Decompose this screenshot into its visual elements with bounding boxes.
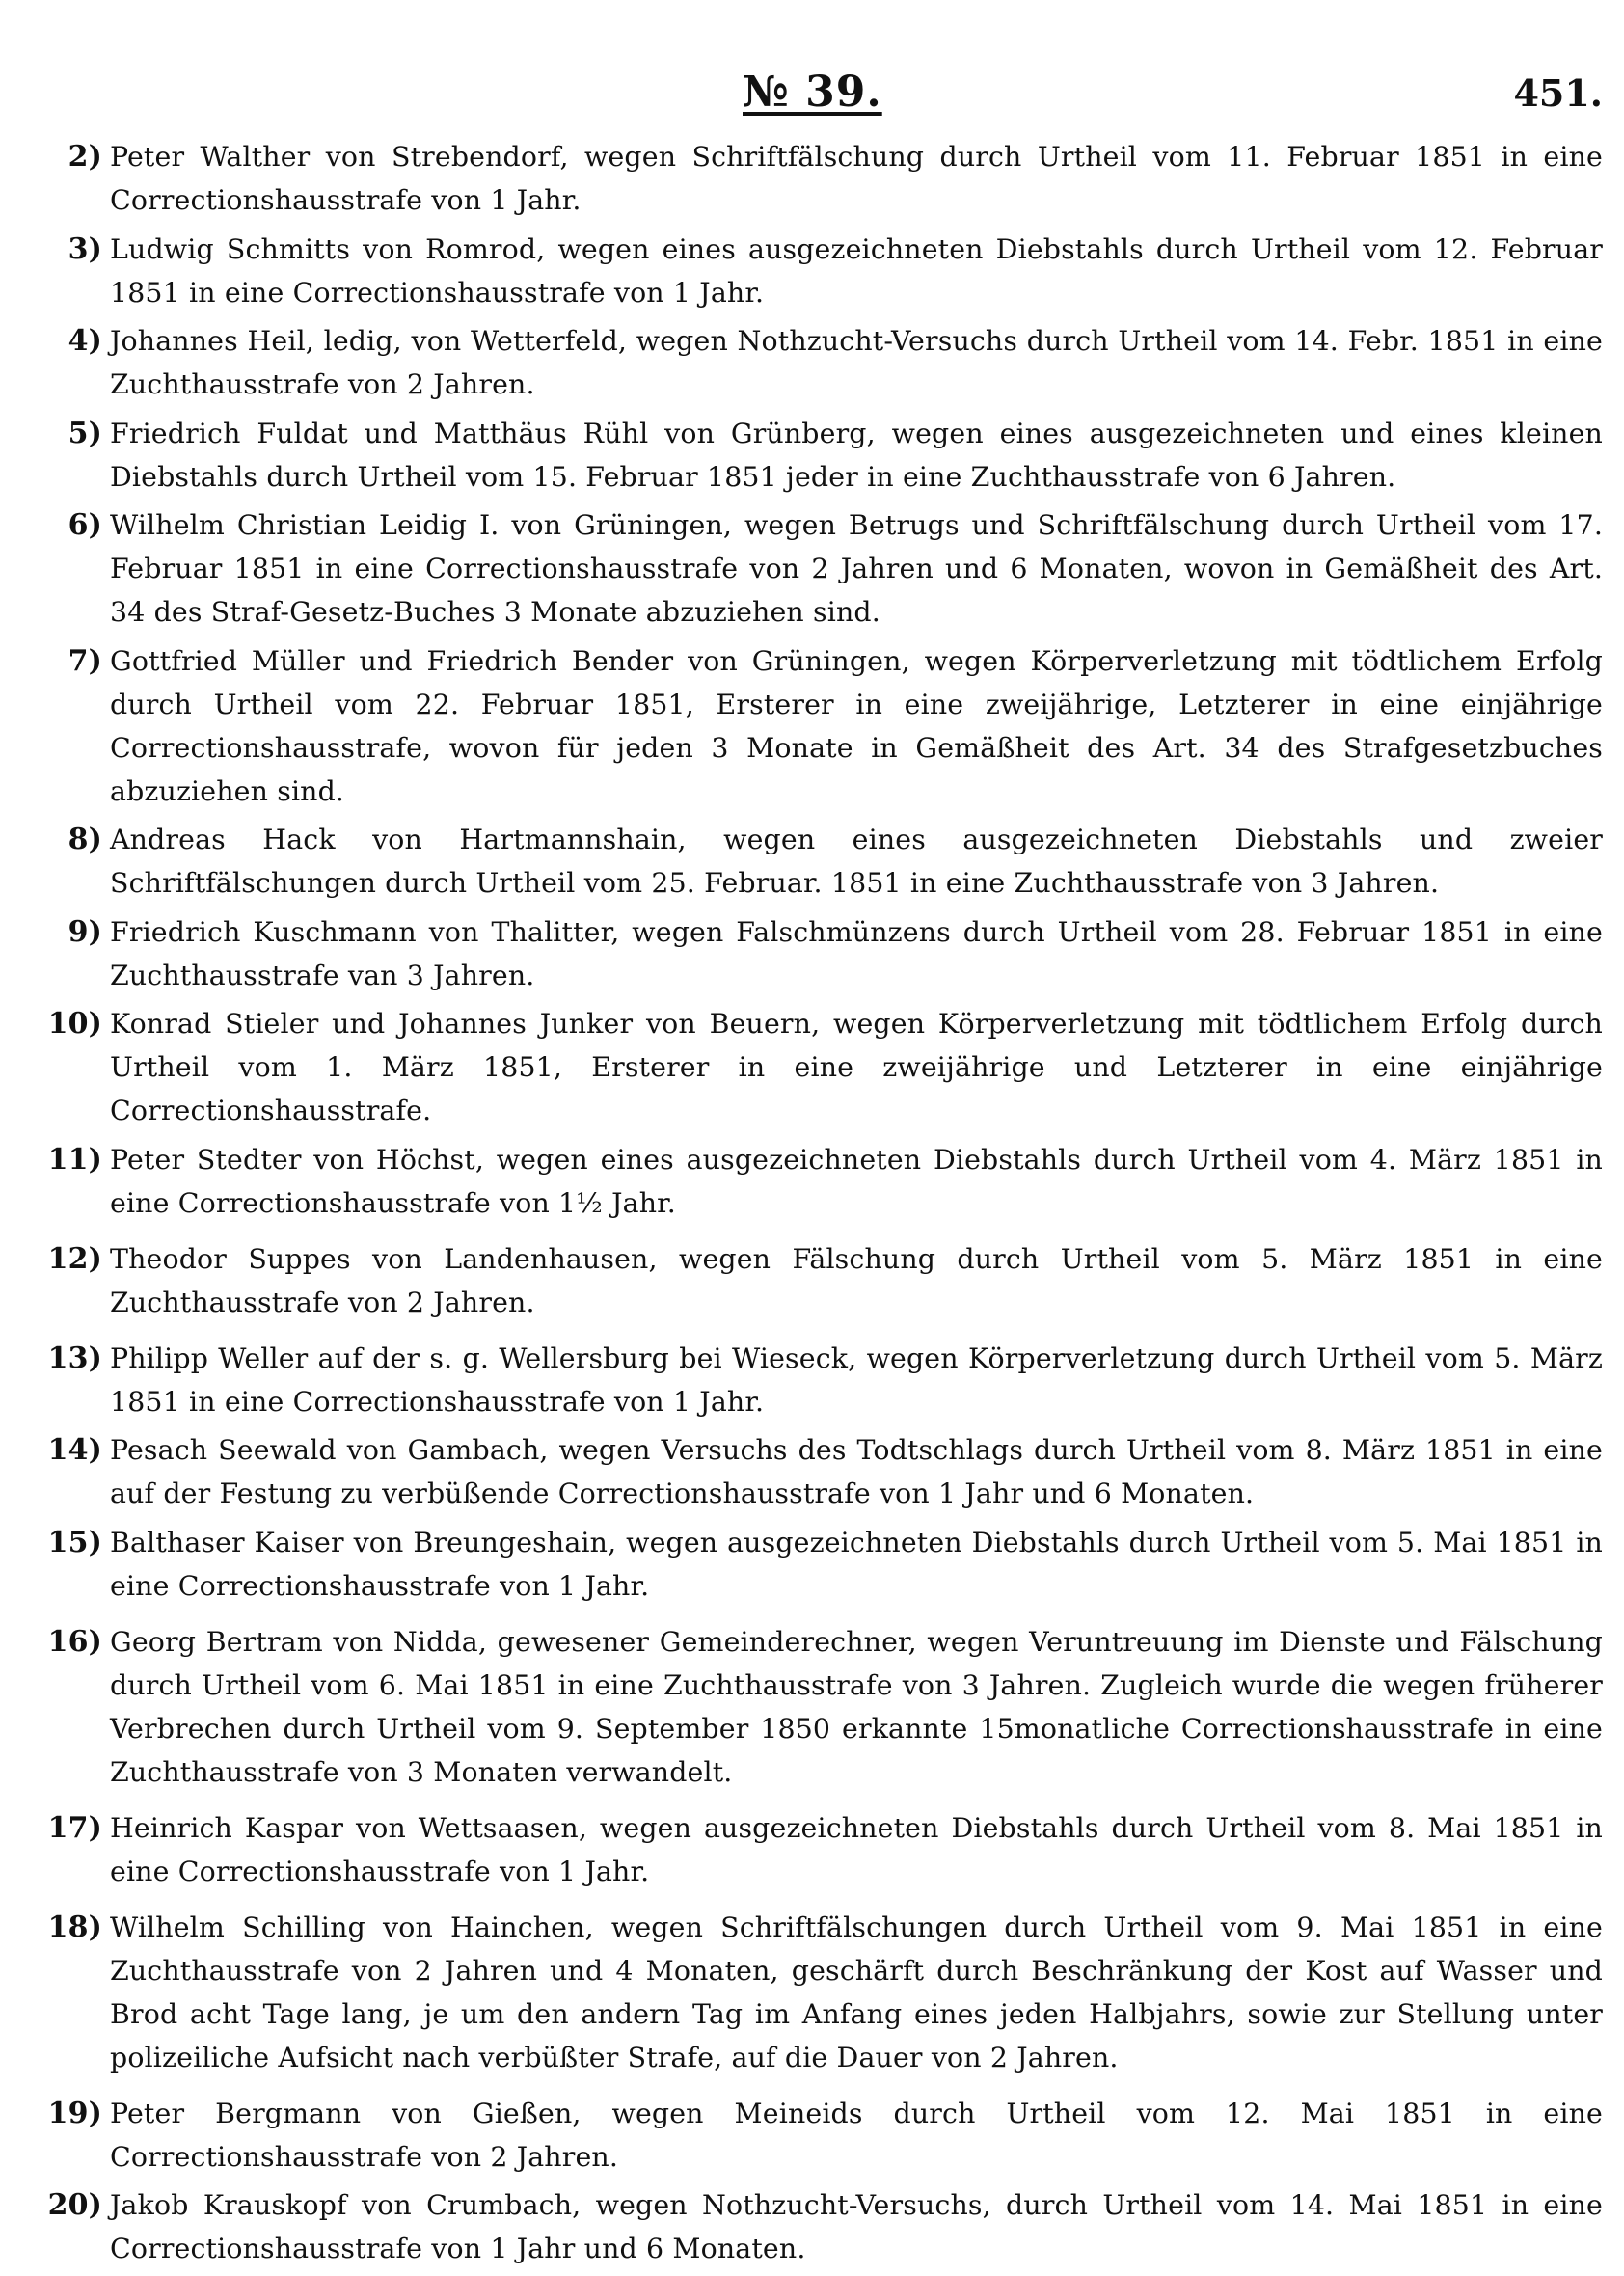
- entry-text: Balthaser Kaiser von Breungeshain, wegen ausgezeichneten Diebstahls durch Urtheil vom 5. Mai 1851 in eine Correctionshausstrafe von 1 Jahr.: [110, 1526, 1603, 1602]
- entry-text: Peter Bergmann von Gießen, wegen Meineids durch Urtheil vom 12. Mai 1851 in eine Correctionshausstrafe von 2 Jahren.: [110, 2097, 1603, 2173]
- entry-text: Wilhelm Christian Leidig I. von Grüningen, wegen Betrugs und Schriftfälschung durch Urtheil vom 17. Februar 1851 in eine Correctionshausstrafe von 2 Jahren und 6 Monaten, wovon in Gemäßheit des Art. 34 des Straf-Gesetz-Buches 3 Monate abzuziehen sind.: [110, 509, 1603, 628]
- entry-text: Theodor Suppes von Landenhausen, wegen Fälschung durch Urtheil vom 5. März 1851 in eine Zuchthausstrafe von 2 Jahren.: [110, 1242, 1603, 1318]
- entry-text: Georg Bertram von Nidda, gewesener Gemeinderechner, wegen Veruntreuung im Dienste und Fälschung durch Urtheil vom 6. Mai 1851 in eine Zuchthausstrafe von 3 Jahren. Zugleich wurde die wegen früherer Verbrechen durch Urtheil vom 9. September 1850 erkannte 15monatliche Correctionshausstrafe in eine Zuchthausstrafe von 3 Monaten verwandelt.: [110, 1625, 1603, 1788]
- entry-number: 19): [47, 2096, 102, 2130]
- entry-text: Philipp Weller auf der s. g. Wellersburg bei Wieseck, wegen Körperverletzung durch Urtheil vom 5. März 1851 in eine Correctionshausstrafe von 1 Jahr.: [110, 1341, 1603, 1418]
- entry-text: Johannes Heil, ledig, von Wetterfeld, wegen Nothzucht-Versuchs durch Urtheil vom 14. Febr. 1851 in eine Zuchthausstrafe von 2 Jahren.: [110, 325, 1603, 400]
- entry-number: 13): [47, 1341, 102, 1375]
- entry-number: 9): [68, 914, 102, 949]
- entry-number: 17): [47, 1810, 102, 1845]
- list-item: [25, 1906, 1603, 2079]
- entry-text: Peter Stedter von Höchst, wegen eines ausgezeichneten Diebstahls durch Urtheil vom 4. März 1851 in eine Correctionshausstrafe von 1½ Jahr.: [110, 1143, 1603, 1219]
- entry-text: Wilhelm Schilling von Hainchen, wegen Schriftfälschungen durch Urtheil vom 9. Mai 1851 in eine Zuchthausstrafe von 2 Jahren und 4 Monaten, geschärft durch Beschränkung der Kost auf Wasser und Brod acht Tage lang, je um den andern Tag im Anfang eines jeden Halbjahrs, sowie zur Stellung unter polizeiliche Aufsicht nach verbüßter Strafe, auf die Dauer von 2 Jahren.: [110, 1910, 1603, 2073]
- entry-text: Friedrich Kuschmann von Thalitter, wegen Falschmünzens durch Urtheil vom 28. Februar 1851 in eine Zuchthausstrafe van 3 Jahren.: [110, 915, 1603, 991]
- list-item: [25, 1428, 1603, 1515]
- entry-number: 6): [68, 508, 102, 542]
- entry-number: 16): [47, 1624, 102, 1659]
- entry-list: [25, 135, 1603, 2276]
- issue-number: № 39.: [743, 68, 882, 117]
- list-item: [25, 412, 1603, 499]
- entry-text: Ludwig Schmitts von Romrod, wegen eines ausgezeichneten Diebstahls durch Urtheil vom 12. Februar 1851 in eine Correctionshausstrafe von 1 Jahr.: [110, 232, 1603, 309]
- entry-number: 20): [47, 2188, 102, 2222]
- list-item: [25, 1337, 1603, 1423]
- entry-number: 12): [47, 1241, 102, 1276]
- entry-number: 11): [47, 1142, 102, 1177]
- entry-number: 14): [47, 1433, 102, 1467]
- list-item: [25, 639, 1603, 813]
- list-item: [25, 1620, 1603, 1794]
- entry-text: Heinrich Kaspar von Wettsaasen, wegen ausgezeichneten Diebstahls durch Urtheil vom 8. Mai 1851 in eine Correctionshausstrafe von 1 Jahr.: [110, 1811, 1603, 1887]
- entry-number: 3): [68, 231, 102, 266]
- list-item: [25, 228, 1603, 314]
- entry-number: 18): [47, 1910, 102, 1944]
- entry-text: Peter Walther von Strebendorf, wegen Schriftfälschung durch Urtheil vom 11. Februar 1851 in eine Correctionshausstrafe von 1 Jahr.: [110, 141, 1603, 216]
- list-item: [25, 135, 1603, 222]
- page-header: [0, 58, 1624, 116]
- entry-text: Andreas Hack von Hartmannshain, wegen eines ausgezeichneten Diebstahls und zweier Schriftfälschungen durch Urtheil vom 25. Februar. 1851 in eine Zuchthausstrafe von 3 Jahren.: [110, 824, 1603, 899]
- list-item: [25, 319, 1603, 406]
- list-item: [25, 1806, 1603, 1893]
- list-item: [25, 2092, 1603, 2179]
- list-item: [25, 1002, 1603, 1132]
- list-item: [25, 2183, 1603, 2270]
- entry-number: 2): [68, 140, 102, 174]
- entry-text: Konrad Stieler und Johannes Junker von Beuern, wegen Körperverletzung mit tödtlichem Erfolg durch Urtheil vom 1. März 1851, Ersterer in eine zweijährige und Letzterer in eine einjährige Correctionshausstrafe.: [110, 1008, 1603, 1126]
- entry-text: Gottfried Müller und Friedrich Bender von Grüningen, wegen Körperverletzung mit tödtlichem Erfolg durch Urtheil vom 22. Februar 1851, Ersterer in eine zweijährige, Letzterer in eine einjährige Correctionshausstrafe, wovon für jeden 3 Monate in Gemäßheit des Art. 34 des Strafgesetzbuches abzuziehen sind.: [110, 644, 1603, 807]
- list-item: [25, 1138, 1603, 1225]
- entry-text: Friedrich Fuldat und Matthäus Rühl von Grünberg, wegen eines ausgezeichneten und eines kleinen Diebstahls durch Urtheil vom 15. Februar 1851 jeder in eine Zuchthausstrafe von 6 Jahren.: [110, 417, 1603, 493]
- list-item: [25, 818, 1603, 905]
- entry-text: Pesach Seewald von Gambach, wegen Versuchs des Todtschlags durch Urtheil vom 8. März 1851 in eine auf der Festung zu verbüßende Correctionshausstrafe von 1 Jahr und 6 Monaten.: [110, 1434, 1603, 1509]
- entry-text: Jakob Krauskopf von Crumbach, wegen Nothzucht-Versuchs, durch Urtheil vom 14. Mai 1851 in eine Correctionshausstrafe von 1 Jahr und 6 Monaten.: [110, 2189, 1603, 2264]
- list-item: [25, 1237, 1603, 1324]
- entry-number: 7): [68, 643, 102, 678]
- list-item: [25, 910, 1603, 997]
- page-number: 451.: [1513, 71, 1603, 115]
- entry-number: 10): [47, 1007, 102, 1041]
- entry-number: 8): [68, 823, 102, 856]
- entry-number: 5): [68, 416, 102, 450]
- entry-number: 15): [47, 1525, 102, 1559]
- list-item: [25, 503, 1603, 634]
- entry-number: 4): [68, 324, 102, 358]
- list-item: [25, 1521, 1603, 1608]
